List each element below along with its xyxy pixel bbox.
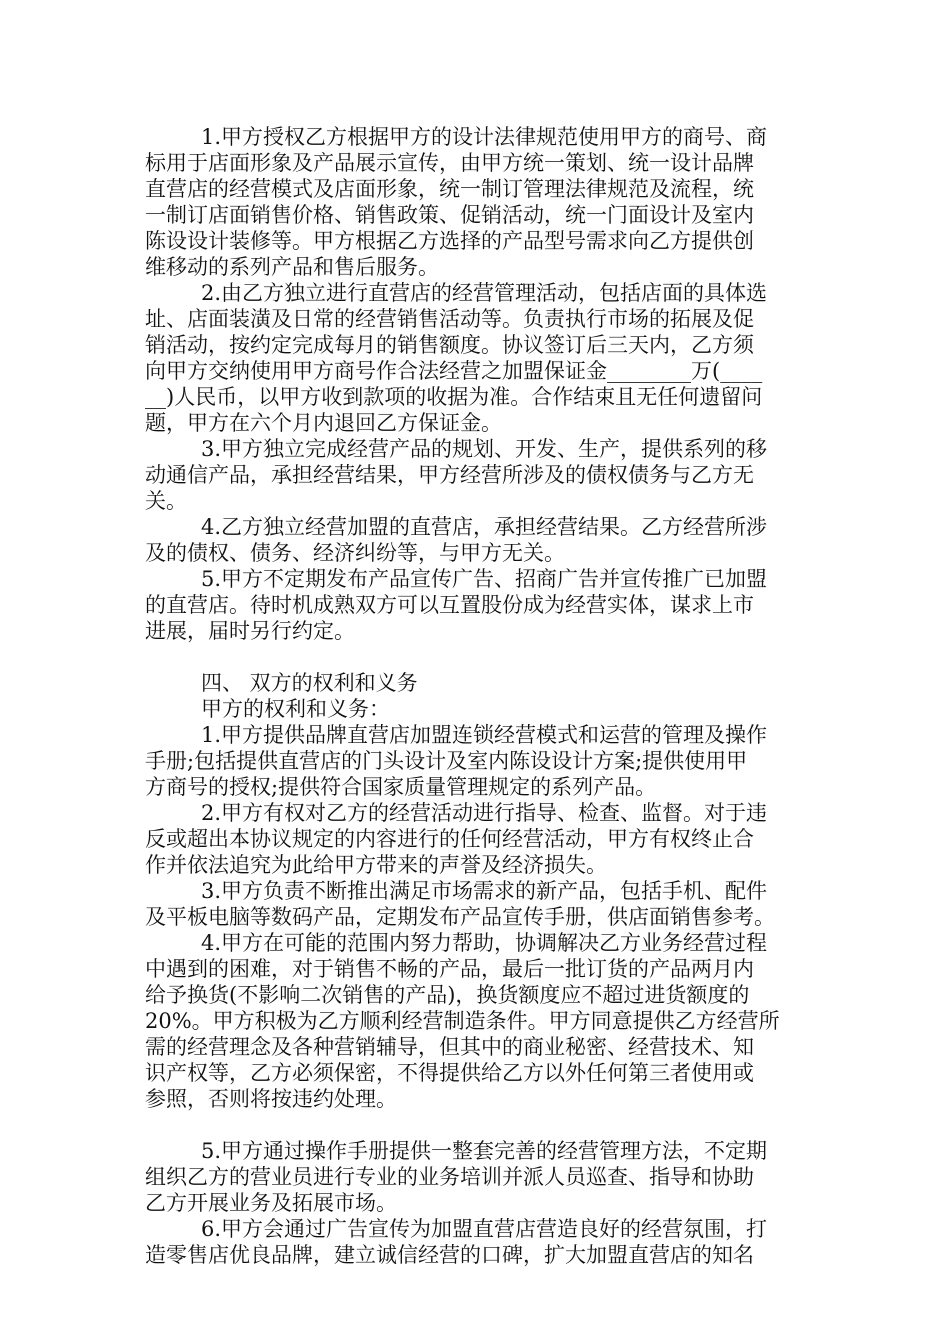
text-line: 动通信产品，承担经营结果，甲方经营所涉及的债权债务与乙方无 [145,463,754,487]
text-line: 中遇到的困难，对于销售不畅的产品，最后一批订货的产品两月内 [145,957,754,981]
text-line: 维移动的系列产品和售后服务。 [145,255,439,279]
text-line: 组织乙方的营业员进行专业的业务培训并派人员巡查、指导和协助 [145,1165,754,1189]
text-line: 乙方开展业务及拓展市场。 [145,1191,397,1215]
text-line: 标用于店面形象及产品展示宣传，由甲方统一策划、统一设计品牌 [145,151,754,175]
text-line: 及平板电脑等数码产品，定期发布产品宣传手册，供店面销售参考。 [145,905,775,929]
text-line: 手册;包括提供直营店的门头设计及室内陈设设计方案;提供使用甲 [145,749,748,773]
text-line: 向甲方交纳使用甲方商号作合法经营之加盟保证金________万(____ [145,359,763,383]
subsection-heading: 甲方的权利和义务： [201,697,390,721]
text-line: 给予换货(不影响二次销售的产品)，换货额度应不超过进货额度的 [145,983,750,1007]
text-line: 进展，届时另行约定。 [145,619,355,643]
section-heading: 四、 双方的权利和义务 [201,671,418,695]
text-line: 及的债权、债务、经济纠纷等，与甲方无关。 [145,541,565,565]
text-line: 造零售店优良品牌，建立诚信经营的口碑，扩大加盟直营店的知名 [145,1243,754,1267]
text-line: 2.由乙方独立进行直营店的经营管理活动，包括店面的具体选 [201,281,768,305]
text-line: 题，甲方在六个月内退回乙方保证金。 [145,411,502,435]
text-line: 作并依法追究为此给甲方带来的声誉及经济损失。 [145,853,607,877]
text-line: 3.甲方独立完成经营产品的规划、开发、生产，提供系列的移 [201,437,768,461]
text-line: 识产权等，乙方必须保密，不得提供给乙方以外任何第三者使用或 [145,1061,754,1085]
text-line: 需的经营理念及各种营销辅导，但其中的商业秘密、经营技术、知 [145,1035,754,1059]
text-line: 关。 [145,489,187,513]
text-line: 6.甲方会通过广告宣传为加盟直营店营造良好的经营氛围，打 [201,1217,768,1241]
text-line: 销活动，按约定完成每月的销售额度。协议签订后三天内，乙方须 [145,333,754,357]
text-line: 的直营店。待时机成熟双方可以互置股份成为经营实体，谋求上市 [145,593,754,617]
text-line: 方商号的授权;提供符合国家质量管理规定的系列产品。 [145,775,657,799]
text-line: 址、店面装潢及日常的经营销售活动等。负责执行市场的拓展及促 [145,307,754,331]
text-line: 直营店的经营模式及店面形象，统一制订管理法律规范及流程，统 [145,177,754,201]
text-line: 4.甲方在可能的范围内努力帮助，协调解决乙方业务经营过程 [201,931,768,955]
text-line: 5.甲方通过操作手册提供一整套完善的经营管理方法，不定期 [201,1139,768,1163]
text-line: 陈设设计装修等。甲方根据乙方选择的产品型号需求向乙方提供创 [145,229,754,253]
text-line: 20%。甲方积极为乙方顺利经营制造条件。甲方同意提供乙方经营所 [145,1009,780,1033]
text-line: 4.乙方独立经营加盟的直营店，承担经营结果。乙方经营所涉 [201,515,768,539]
text-line: 一制订店面销售价格、销售政策、促销活动，统一门面设计及室内 [145,203,754,227]
text-line: 1.甲方提供品牌直营店加盟连锁经营模式和运营的管理及操作 [201,723,768,747]
text-line: 2.甲方有权对乙方的经营活动进行指导、检查、监督。对于违 [201,801,768,825]
text-line: 反或超出本协议规定的内容进行的任何经营活动，甲方有权终止合 [145,827,754,851]
text-line: 3.甲方负责不断推出满足市场需求的新产品，包括手机、配件 [201,879,768,903]
text-line: __)人民币，以甲方收到款项的收据为准。合作结束且无任何遗留问 [145,385,763,409]
text-line: 参照，否则将按违约处理。 [145,1087,397,1111]
text-line: 1.甲方授权乙方根据甲方的设计法律规范使用甲方的商号、商 [201,125,768,149]
text-line: 5.甲方不定期发布产品宣传广告、招商广告并宣传推广已加盟 [201,567,768,591]
